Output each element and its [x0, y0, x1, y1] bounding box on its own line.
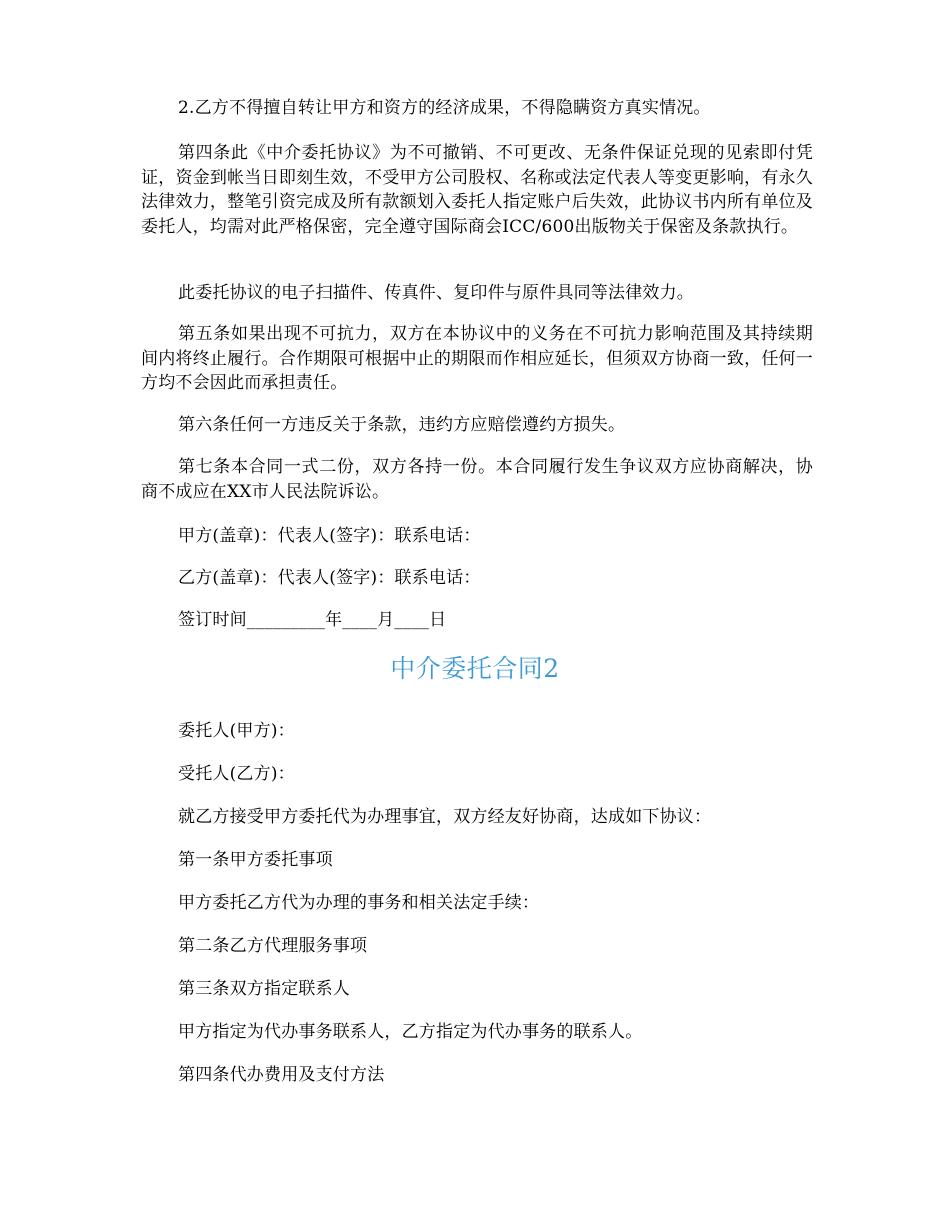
- agent-party-b: 受托人(乙方)：: [178, 764, 295, 784]
- paragraph: 甲方委托乙方代为办理的事务和相关法定手续：: [178, 893, 540, 913]
- client-party-a: 委托人(甲方)：: [178, 721, 295, 741]
- paragraph: 第五条如果出现不可抗力，双方在本协议中的义务在不可抗力影响范围及其持续期间内将终止履行。合作期限可根据中止的期限而作相应延长，但须双方协商一致，任何一方均不会因此而承担责任。: [141, 324, 813, 393]
- paragraph: 就乙方接受甲方委托代为办理事宜，双方经友好协商，达成如下协议：: [178, 807, 712, 827]
- paragraph: 第七条本合同一式二份，双方各持一份。本合同履行发生争议双方应协商解决，协商不成应在XX市人民法院诉讼。: [141, 457, 813, 502]
- signature-line-party-a: 甲方(盖章)：代表人(签字)：联系电话：: [178, 526, 481, 546]
- article-heading: 第一条甲方委托事项: [178, 850, 333, 870]
- article-heading: 第四条代办费用及支付方法: [178, 1065, 385, 1085]
- paragraph: 甲方指定为代办事务联系人，乙方指定为代办事务的联系人。: [178, 1022, 643, 1042]
- article-heading: 第二条乙方代理服务事项: [178, 936, 368, 956]
- section-title: 中介委托合同2: [390, 654, 560, 683]
- article-heading: 第三条双方指定联系人: [178, 979, 350, 999]
- paragraph: 第四条此《中介委托协议》为不可撤销、不可更改、无条件保证兑现的见索即付凭证，资金到帐当日即刻生效，不受甲方公司股权、名称或法定代表人等变更影响，有永久法律效力，整笔引资完成及所有款额划入委托人指定账户后失效，此协议书内所有单位及委托人，均需对此严格保密，完全遵守国际商会ICC/600出版物关于保密及条款执行。: [141, 143, 813, 237]
- paragraph: 此委托协议的电子扫描件、传真件、复印件与原件具同等法律效力。: [178, 283, 694, 303]
- signing-date-line: 签订时间_________年____月____日: [178, 610, 447, 630]
- signature-line-party-b: 乙方(盖章)：代表人(签字)：联系电话：: [178, 568, 481, 588]
- paragraph: 2.乙方不得擅自转让甲方和资方的经济成果，不得隐瞒资方真实情况。: [178, 98, 711, 118]
- paragraph: 第六条任何一方违反关于条款，违约方应赔偿遵约方损失。: [178, 415, 626, 435]
